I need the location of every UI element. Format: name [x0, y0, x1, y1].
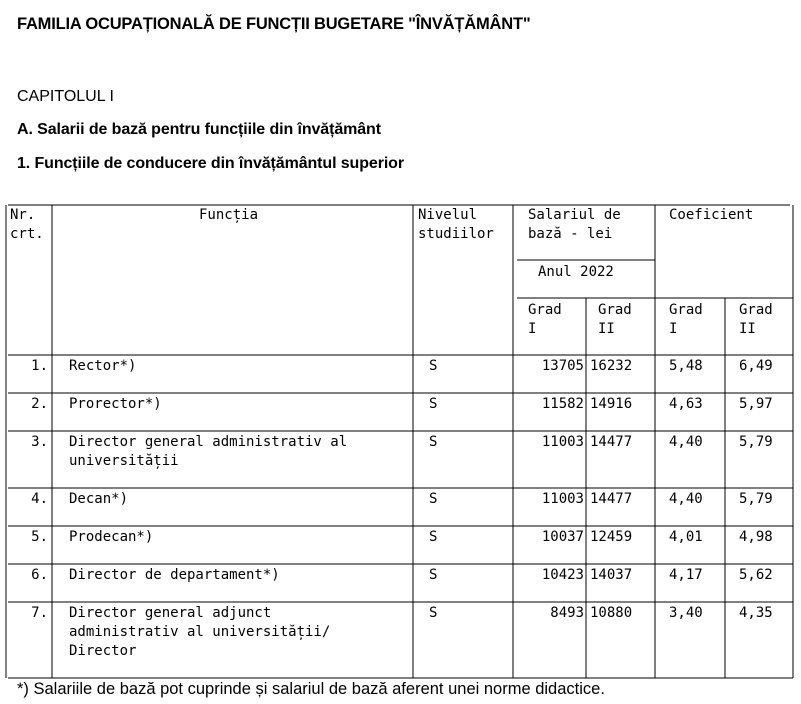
cell-coef-grad2: 4,35 — [739, 605, 773, 621]
cell-coef-grad1: 3,40 — [669, 605, 703, 621]
cell-nivel: S — [429, 396, 438, 412]
cell-functia-line2: administrativ al universității/ — [69, 624, 331, 640]
header-salariul: Salariul de — [528, 207, 621, 223]
cell-salariu-grad1: 10037 — [541, 529, 584, 545]
cell-salariu-grad2: 14477 — [590, 434, 633, 450]
header-coef-grad2: Grad — [739, 302, 773, 318]
header-nr: Nr. — [10, 207, 36, 223]
cell-salariu-grad2: 12459 — [590, 529, 633, 545]
cell-nivel: S — [429, 358, 438, 374]
header-sal-grad1: Grad — [528, 302, 562, 318]
chapter-heading: CAPITOLUL I — [17, 88, 114, 105]
cell-functia-line1: Director de departament*) — [69, 567, 280, 583]
cell-coef-grad2: 4,98 — [739, 529, 773, 545]
header-studiilor: studiilor — [418, 226, 494, 242]
header-crt: crt. — [10, 226, 44, 242]
cell-functia-line2: universității — [69, 453, 179, 469]
cell-nr: 5. — [31, 529, 48, 545]
header-functia: Funcția — [199, 207, 259, 223]
cell-nr: 4. — [31, 491, 48, 507]
cell-coef-grad2: 5,97 — [739, 396, 773, 412]
cell-coef-grad1: 4,40 — [669, 491, 703, 507]
header-baza-lei: bază - lei — [528, 226, 613, 242]
cell-nivel: S — [429, 434, 438, 450]
cell-coef-grad1: 4,17 — [669, 567, 703, 583]
document-title: FAMILIA OCUPAȚIONALĂ DE FUNCȚII BUGETARE "ÎNVĂȚĂMÂNT" — [17, 15, 531, 33]
cell-functia-line1: Prodecan*) — [69, 529, 154, 545]
cell-nivel: S — [429, 491, 438, 507]
cell-coef-grad1: 4,63 — [669, 396, 703, 412]
cell-nivel: S — [429, 605, 438, 621]
cell-nr: 6. — [31, 567, 48, 583]
header-sal-grad2: Grad — [598, 302, 632, 318]
cell-coef-grad2: 5,62 — [739, 567, 773, 583]
cell-coef-grad1: 4,40 — [669, 434, 703, 450]
section-a-heading: A. Salarii de bază pentru funcțiile din învățământ — [17, 121, 381, 138]
header-coef-grad1: Grad — [669, 302, 703, 318]
cell-functia-line1: Prorector*) — [69, 396, 162, 412]
cell-salariu-grad2: 14916 — [590, 396, 633, 412]
cell-nivel: S — [429, 567, 438, 583]
cell-salariu-grad2: 14477 — [590, 491, 633, 507]
cell-salariu-grad1: 13705 — [541, 358, 584, 374]
cell-coef-grad1: 5,48 — [669, 358, 703, 374]
header-coeficient: Coeficient — [669, 207, 754, 223]
cell-salariu-grad1: 11003 — [541, 491, 584, 507]
cell-salariu-grad1: 11003 — [541, 434, 584, 450]
header-sal-grad1-num: I — [528, 321, 537, 337]
cell-nr: 3. — [31, 434, 48, 450]
section-1-heading: 1. Funcțiile de conducere din învățământul superior — [17, 155, 404, 172]
header-coef-grad2-num: II — [739, 321, 756, 337]
header-coef-grad1-num: I — [669, 321, 678, 337]
cell-nivel: S — [429, 529, 438, 545]
cell-coef-grad1: 4,01 — [669, 529, 703, 545]
cell-functia-line1: Director general adjunct — [69, 605, 272, 621]
cell-functia-line1: Director general administrativ al — [69, 434, 348, 450]
cell-coef-grad2: 5,79 — [739, 491, 773, 507]
cell-functia-line1: Rector*) — [69, 358, 137, 374]
cell-salariu-grad1: 11582 — [541, 396, 584, 412]
cell-nr: 2. — [31, 396, 48, 412]
cell-functia-line1: Decan*) — [69, 491, 129, 507]
header-sal-grad2-num: II — [598, 321, 615, 337]
cell-salariu-grad1: 8493 — [550, 605, 584, 621]
header-nivel: Nivelul — [418, 207, 478, 223]
cell-coef-grad2: 5,79 — [739, 434, 773, 450]
cell-salariu-grad2: 14037 — [590, 567, 633, 583]
header-anul: Anul 2022 — [538, 264, 614, 280]
cell-nr: 7. — [31, 605, 48, 621]
cell-salariu-grad2: 16232 — [590, 358, 633, 374]
cell-functia-line3: Director — [69, 643, 137, 659]
cell-salariu-grad2: 10880 — [590, 605, 633, 621]
cell-nr: 1. — [31, 358, 48, 374]
cell-salariu-grad1: 10423 — [541, 567, 584, 583]
cell-coef-grad2: 6,49 — [739, 358, 773, 374]
footnote: *) Salariile de bază pot cuprinde și salariul de bază aferent unei norme didactice. — [17, 680, 605, 698]
